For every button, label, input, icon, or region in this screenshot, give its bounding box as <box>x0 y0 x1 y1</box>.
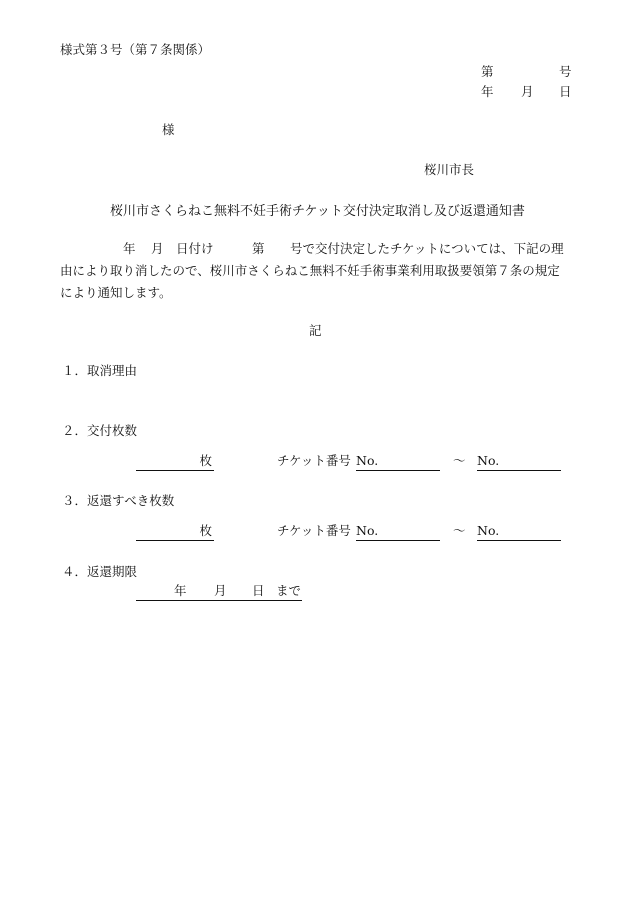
return-count-unit: 枚 <box>199 523 212 538</box>
issued-ticket-tilde: ～ <box>453 453 466 468</box>
return-ticket-to-no: No. <box>477 523 500 538</box>
body-month: 月 <box>151 241 164 256</box>
date-year: 年 <box>481 84 494 99</box>
deadline-line <box>136 585 302 601</box>
return-ticket-tilde: ～ <box>453 523 466 538</box>
return-ticket-to-line <box>477 525 561 541</box>
deadline-month: 月 <box>214 583 227 598</box>
section-return-deadline: ４．返還期限 <box>62 564 138 579</box>
section-cancel-reason: １．取消理由 <box>62 363 138 378</box>
body-text-line2: 由により取り消したので、桜川市さくらねこ無料不妊手術事業利用取扱要領第７条の規定 <box>60 263 560 278</box>
body-text-line3: により通知します。 <box>60 285 172 300</box>
issued-ticket-to-line <box>477 455 561 471</box>
return-ticket-number-label: チケット番号 <box>277 523 351 538</box>
return-ticket-from-line <box>356 525 440 541</box>
issued-count-unit: 枚 <box>199 453 212 468</box>
deadline-until: まで <box>276 583 302 598</box>
ki-heading: 記 <box>309 323 322 338</box>
return-count-line <box>136 525 214 541</box>
form-number: 様式第３号（第７条関係） <box>60 42 211 57</box>
deadline-year: 年 <box>174 583 187 598</box>
body-no-prefix: 第 <box>252 241 265 256</box>
addressee-suffix: 様 <box>162 122 175 137</box>
return-ticket-from-no: No. <box>356 523 379 538</box>
section-issued-count: ２．交付枚数 <box>62 423 138 438</box>
body-text-line1: 号で交付決定したチケットについては、下記の理 <box>290 241 564 256</box>
issued-ticket-from-no: No. <box>356 453 379 468</box>
issued-ticket-from-line <box>356 455 440 471</box>
section-return-count: ３．返還すべき枚数 <box>62 493 175 508</box>
doc-number-prefix: 第 <box>481 64 494 79</box>
document-title: 桜川市さくらねこ無料不妊手術チケット交付決定取消し及び返還通知書 <box>110 204 525 219</box>
issued-ticket-to-no: No. <box>477 453 500 468</box>
issued-count-line <box>136 455 214 471</box>
date-day: 日 <box>559 84 572 99</box>
doc-number-suffix: 号 <box>559 64 572 79</box>
deadline-day: 日 <box>252 583 265 598</box>
body-day-suffix: 日付け <box>176 241 214 256</box>
issued-ticket-number-label: チケット番号 <box>277 453 351 468</box>
body-year: 年 <box>123 241 136 256</box>
date-month: 月 <box>521 84 534 99</box>
issuer: 桜川市長 <box>424 162 475 177</box>
